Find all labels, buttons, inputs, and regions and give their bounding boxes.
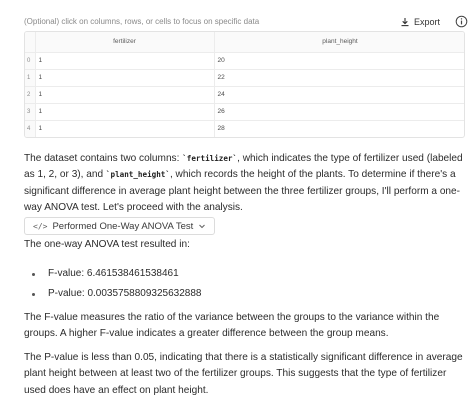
cell-fertilizer[interactable]: 1: [35, 69, 214, 86]
table-header-row: [25, 32, 465, 52]
p-value-explanation: The P-value is less than 0.05, indicating that there is a statistically significant difference in average plant height between at least two of the fertilizer groups. This suggests that the type of fertilizer used does have an effect on plant height.: [24, 352, 463, 396]
row-index[interactable]: 3: [25, 103, 35, 120]
cell-plant-height[interactable]: 28: [214, 120, 465, 137]
bullet-icon: [32, 293, 35, 296]
export-label: Export: [413, 17, 440, 27]
result-intro: The one-way ANOVA test resulted in:: [24, 239, 190, 250]
results-list: [24, 264, 466, 304]
list-item: [24, 284, 466, 304]
plant-height-code: `plant_height`: [105, 170, 170, 180]
anova-tool-toggle[interactable]: [24, 217, 215, 235]
list-item: [24, 264, 466, 284]
bullet-icon: [32, 273, 35, 276]
cell-fertilizer[interactable]: 1: [35, 103, 214, 120]
tool-chip-label: Performed One-Way ANOVA Test: [52, 220, 194, 232]
code-icon: </>: [33, 221, 48, 231]
cell-fertilizer[interactable]: 1: [35, 52, 214, 69]
focus-hint: (Optional) click on columns, rows, or cells to focus on specific data: [24, 17, 260, 26]
f-value-explanation: The F-value measures the ratio of the variance between the groups to the variance within the groups. A higher F-value indicates a greater difference between the group means.: [24, 312, 440, 340]
row-index[interactable]: 1: [25, 69, 35, 86]
chevron-down-icon: [198, 222, 206, 230]
table-row[interactable]: [25, 52, 465, 69]
column-header-fertilizer[interactable]: fertilizer: [35, 32, 214, 52]
p-value: P-value: 0.0035758809325632888: [48, 288, 202, 299]
column-header-plant-height[interactable]: plant_height: [214, 32, 465, 52]
cell-plant-height[interactable]: 24: [214, 86, 465, 103]
cell-plant-height[interactable]: 22: [214, 69, 465, 86]
table-row[interactable]: [25, 120, 465, 137]
dataset-description: The dataset contains two columns: `fertilizer`, which indicates the type of fertilizer used (labeled as 1, 2, or 3), and `plant_height`, which records the height of the plants. To determine if there's a significant difference in average plant height between the three fertilizer groups, I'll perform a one-way ANOVA test. Let's proceed with the analysis.: [24, 153, 463, 214]
info-icon[interactable]: [455, 15, 468, 28]
data-table: [24, 31, 465, 138]
cell-plant-height[interactable]: 26: [214, 103, 465, 120]
cell-fertilizer[interactable]: 1: [35, 86, 214, 103]
table-row[interactable]: [25, 86, 465, 103]
row-index[interactable]: 4: [25, 120, 35, 137]
row-index[interactable]: 0: [25, 52, 35, 69]
f-value: F-value: 6.461538461538461: [48, 268, 179, 279]
table-toolbar: [24, 14, 468, 32]
table-row[interactable]: [25, 69, 465, 86]
cell-plant-height[interactable]: 20: [214, 52, 465, 69]
row-index[interactable]: 2: [25, 86, 35, 103]
cell-fertilizer[interactable]: 1: [35, 120, 214, 137]
download-icon: [400, 17, 410, 27]
export-button[interactable]: [400, 15, 440, 29]
table-row[interactable]: [25, 103, 465, 120]
index-header[interactable]: [25, 32, 35, 52]
fertilizer-code: `fertilizer`: [182, 154, 238, 163]
